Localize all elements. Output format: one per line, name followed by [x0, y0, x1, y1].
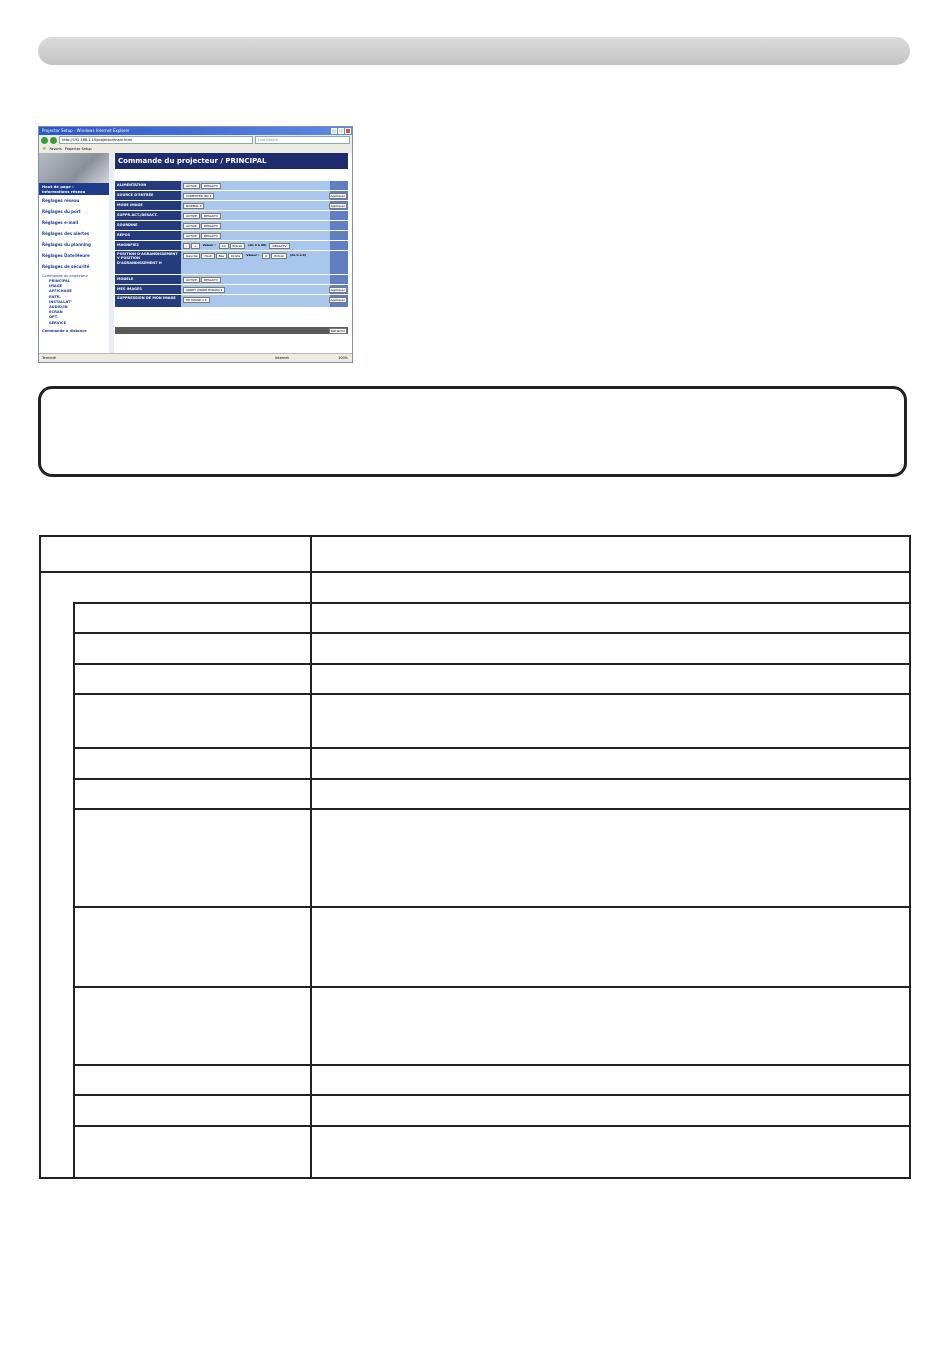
- control-row: [115, 295, 348, 307]
- table-row-line: [73, 663, 909, 665]
- control-row-label: MES IMAGES: [115, 285, 181, 294]
- control-button[interactable]: DESACTV: [201, 183, 221, 189]
- control-row-label: MODE IMAGE: [115, 201, 181, 210]
- control-button[interactable]: NORMAL ▾: [183, 203, 204, 209]
- maximize-icon[interactable]: [338, 128, 344, 134]
- sidebar-item-schedule[interactable]: Réglages du planning: [42, 242, 91, 247]
- control-button[interactable]: DESACTV: [201, 233, 221, 239]
- table-row-line: [73, 747, 909, 749]
- control-row-buttons: [183, 223, 221, 229]
- sidebar-subitem-opt[interactable]: OPT.: [49, 315, 58, 320]
- apply-button[interactable]: Appliquer: [330, 204, 345, 208]
- control-row: [115, 181, 348, 190]
- table-row-line: [73, 808, 909, 810]
- apply-column: [330, 201, 348, 210]
- sidebar-item-datetime[interactable]: Réglages Date/Heure: [42, 253, 90, 258]
- table-row-line: [73, 778, 909, 780]
- apply-column: [330, 241, 348, 250]
- control-button[interactable]: DESACTV: [201, 223, 221, 229]
- control-button[interactable]: +: [191, 243, 200, 249]
- sidebar: [39, 153, 110, 354]
- control-row-buttons: [183, 277, 221, 283]
- control-row: [115, 231, 348, 240]
- table-row-line: [73, 906, 909, 908]
- control-row-buttons: [183, 297, 210, 303]
- control-button[interactable]: Entrez: [230, 243, 246, 249]
- sidebar-subitem-affichage[interactable]: AFFICHAGE: [49, 289, 72, 294]
- browser-content: [39, 153, 352, 354]
- projector-photo: [39, 153, 109, 183]
- back-icon[interactable]: [41, 137, 48, 144]
- control-button[interactable]: 0: [262, 253, 270, 259]
- control-button[interactable]: ACTIVE: [183, 277, 200, 283]
- url-input[interactable]: http://192.168.1.10/projector/main.html: [59, 136, 253, 144]
- control-text: Valeur :: [246, 253, 260, 257]
- control-button[interactable]: DESACTV: [269, 243, 289, 249]
- control-row: [115, 201, 348, 210]
- section-header-bar: [38, 37, 910, 65]
- control-row-label: REPOS: [115, 231, 181, 240]
- control-row-buttons: [183, 233, 221, 239]
- sidebar-item-security[interactable]: Réglages de sécurité: [42, 264, 90, 269]
- search-input[interactable]: Live Search: [255, 136, 350, 144]
- control-row: [115, 251, 348, 274]
- control-button[interactable]: Entrez: [271, 253, 287, 259]
- control-text: (de 0 à 0): [289, 253, 307, 257]
- sidebar-item-network[interactable]: Réglages réseau: [42, 198, 80, 203]
- control-row-label: SOURDINE: [115, 221, 181, 230]
- sidebar-subitem-image[interactable]: IMAGE: [49, 284, 63, 289]
- favorite-item[interactable]: Projector Setup: [64, 147, 92, 151]
- description-table: [39, 535, 911, 1179]
- apply-column: [330, 181, 348, 190]
- refresh-button[interactable]: Rafraîchir: [330, 329, 345, 333]
- sidebar-active-line2: Informations réseau: [42, 189, 86, 194]
- apply-button[interactable]: Appliquer: [330, 298, 345, 302]
- control-button[interactable]: MY IMAGE-1 ▾: [183, 297, 210, 303]
- control-button[interactable]: Gauche: [183, 253, 200, 259]
- sidebar-subitem-service[interactable]: SERVICE: [49, 320, 67, 325]
- table-row-line: [73, 693, 909, 695]
- table-row-line: [73, 1094, 909, 1096]
- main-panel: [115, 153, 348, 354]
- sidebar-scrollbar[interactable]: [109, 153, 114, 354]
- minimize-icon[interactable]: [331, 128, 337, 134]
- control-button[interactable]: ACTIVE: [183, 233, 200, 239]
- control-button[interactable]: Haut: [201, 253, 214, 259]
- control-button[interactable]: ACTIVE: [183, 183, 200, 189]
- address-bar: [39, 135, 352, 145]
- control-row-buttons: [183, 183, 221, 189]
- apply-button[interactable]: Appliquer: [330, 194, 345, 198]
- control-row-label: MODELE: [115, 275, 181, 284]
- browser-window: [38, 126, 353, 363]
- control-row-buttons: [183, 193, 214, 199]
- favorites-label[interactable]: Favoris: [49, 147, 62, 151]
- apply-column: [330, 251, 348, 274]
- table-row-line: [73, 632, 909, 634]
- table-indent-divider: [73, 602, 75, 1177]
- control-row: [115, 211, 348, 220]
- apply-button[interactable]: Appliquer: [330, 288, 345, 292]
- control-row-buttons: [183, 243, 290, 249]
- table-row-line: [73, 1125, 909, 1127]
- sidebar-subitem-ecran[interactable]: ECRAN: [49, 310, 63, 315]
- sidebar-item-port[interactable]: Réglages du port: [42, 209, 81, 214]
- control-row-buttons: [183, 287, 225, 293]
- control-row-buttons: [183, 253, 308, 259]
- control-row-label: POSITION D'AGRANDISSEMENT V POSITION D'AGRANDISSEMENT H: [115, 251, 181, 274]
- sidebar-subitem-audio[interactable]: AUDIO/IN: [49, 305, 68, 310]
- table-row-line: [73, 1064, 909, 1066]
- control-row-label: SOURCE D'ENTRÉE: [115, 191, 181, 200]
- control-row: [115, 241, 348, 250]
- note-box: [38, 386, 907, 477]
- apply-column: [330, 211, 348, 220]
- control-row-buttons: [183, 203, 204, 209]
- sidebar-item-remote[interactable]: Commande à distance: [42, 328, 87, 333]
- control-button[interactable]: -: [183, 243, 190, 249]
- control-row-label: SUPPR.ACT./DESACT.: [115, 211, 181, 220]
- star-icon[interactable]: ★: [42, 146, 47, 152]
- forward-icon[interactable]: [50, 137, 57, 144]
- control-button[interactable]: Bas: [216, 253, 227, 259]
- browser-title-bar: [39, 127, 352, 135]
- status-zone: Internet: [275, 356, 289, 360]
- control-button[interactable]: 10: [219, 243, 229, 249]
- sidebar-subitem-installat[interactable]: INSTALLAT°: [49, 299, 73, 304]
- control-row-label: SUPPRESSION DE MON IMAGE: [115, 295, 181, 307]
- page-title: Commande du projecteur / PRINCIPAL: [115, 153, 348, 169]
- table-row-line: [73, 602, 909, 604]
- footer-bar: [115, 327, 348, 334]
- sidebar-item-email[interactable]: Réglages e-mail: [42, 220, 79, 225]
- apply-column: [330, 231, 348, 240]
- status-bar: [39, 353, 352, 362]
- status-text: Terminé: [42, 356, 56, 360]
- control-row-label: MAGNIFIEZ: [115, 241, 181, 250]
- control-button[interactable]: Droite: [228, 253, 243, 259]
- table-row-line: [73, 986, 909, 988]
- control-button[interactable]: ACTIVE: [183, 213, 200, 219]
- control-button[interactable]: COMPUTER IN1 ▾: [183, 193, 214, 199]
- zoom-level[interactable]: 100%: [337, 356, 348, 360]
- sidebar-section-projector-control[interactable]: Commande du projecteur: [42, 274, 88, 278]
- sidebar-active-line1: Haut de page :: [42, 184, 74, 189]
- control-row-buttons: [183, 213, 221, 219]
- control-text: (de 0 à 90): [248, 243, 267, 247]
- apply-column: [330, 191, 348, 200]
- control-button[interactable]: DESACTV: [201, 213, 221, 219]
- control-row: [115, 285, 348, 294]
- window-title: Projector Setup - Windows Internet Explorer: [42, 128, 130, 133]
- close-icon[interactable]: [345, 128, 351, 134]
- control-row: [115, 275, 348, 284]
- control-text: Valeur :: [202, 243, 216, 247]
- table-header-divider: [41, 571, 909, 573]
- sidebar-item-alerts[interactable]: Réglages des alertes: [42, 231, 90, 236]
- control-row: [115, 191, 348, 200]
- control-button[interactable]: ACTIVE: [183, 223, 200, 229]
- control-row-label: ALIMENTATION: [115, 181, 181, 190]
- control-button[interactable]: ARRET (MODE ÉCRAN) ▾: [183, 287, 225, 293]
- sidebar-item-top-page[interactable]: [39, 183, 109, 195]
- sidebar-subitem-principal[interactable]: PRINCIPAL: [49, 279, 71, 283]
- apply-column: [330, 275, 348, 284]
- sidebar-subitem-entr[interactable]: ENTR.: [49, 294, 62, 299]
- apply-column: [330, 221, 348, 230]
- control-row: [115, 221, 348, 230]
- apply-column: [330, 295, 348, 307]
- control-button[interactable]: DESACTV: [201, 277, 221, 283]
- apply-column: [330, 285, 348, 294]
